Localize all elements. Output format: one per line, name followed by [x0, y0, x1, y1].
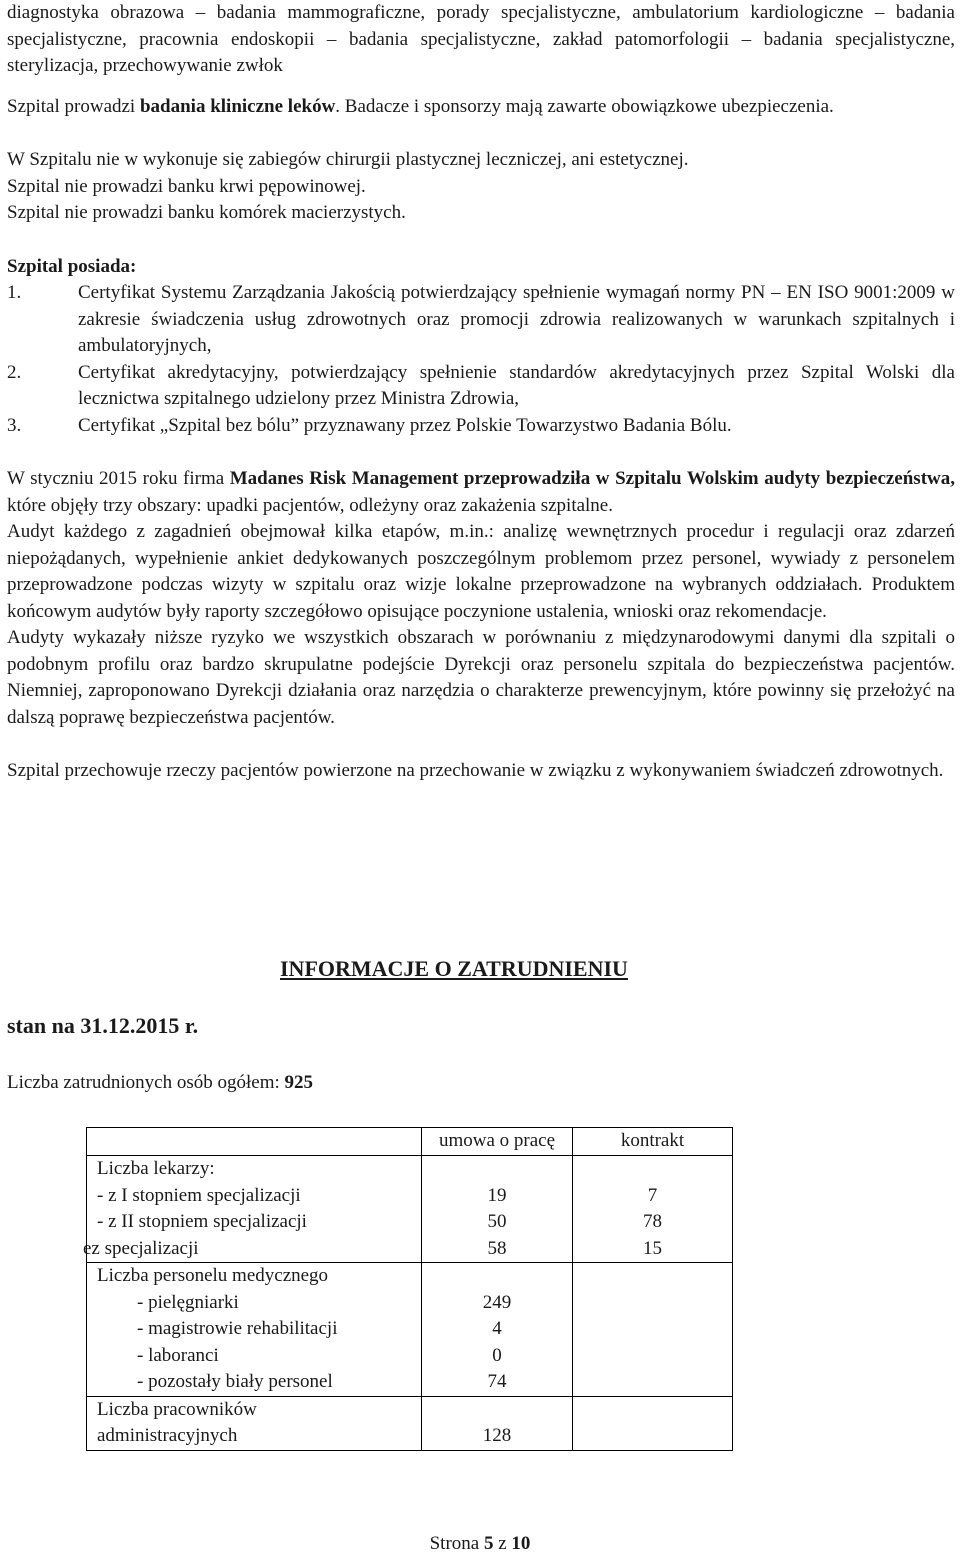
doctors-employment-values: 19 50 58: [422, 1156, 573, 1263]
belongings-paragraph: Szpital przechowuje rzeczy pacjentów powierzone na przechowanie w związku z wykonywaniem świadczeń zdrowotnych.: [7, 760, 944, 781]
medical-staff-employment-values: 249 4 0 74: [422, 1263, 573, 1397]
audit-stages-paragraph: Audyt każdego z zagadnień obejmował kilka etapów, m.in.: analizę wewnętrznych procedur i regulacji oraz zdarzeń niepożądanych, wypełnienie ankiet dedykowanych poszczególnym problemom przez personel, wywiady z personelem przeprowadzone podczas wizyty w szpitalu oraz wizje lokalne przeprowadzone na wybranych oddziałach. Produktem końcowym audytów były raporty szczegółowo opisujące poczynione ustalenia, wnioski oraz rekomendacje.: [7, 521, 955, 622]
admin-staff-employment-value: 128: [422, 1396, 573, 1450]
employment-heading: INFORMACJE O ZATRUDNIENIU: [280, 956, 628, 981]
header-contract: kontrakt: [573, 1128, 733, 1156]
doctors-labels: Liczba lekarzy: - z I stopniem specjalizacji - z II stopniem specjalizacji ez specjalizacji: [87, 1156, 422, 1263]
document-page: [7, 0, 955, 785]
certificates-list: [7, 280, 955, 439]
certificate-item: 3. Certyfikat „Szpital bez bólu” przyznawany przez Polskie Towarzystwo Badania Bólu.: [7, 414, 732, 436]
no-cord-blood-bank-text: Szpital nie prowadzi banku krwi pępowinowej.: [7, 175, 366, 197]
no-plastic-surgery-text: W Szpitalu nie w wykonuje się zabiegów chirurgii plastycznej leczniczej, ani estetycznej.: [7, 149, 689, 170]
as-of-date: stan na 31.12.2015 r.: [7, 1013, 199, 1038]
certificate-item: 1. Certyfikat Systemu Zarządzania Jakością potwierdzający spełnienie wymagań normy PN – EN ISO 9001:2009 w zakresie świadczenia usług zdrowotnych oraz promocji zdrowia realizowanych w warunkach szpitalnych i ambulatoryjnych,: [7, 282, 955, 356]
page-footer: Strona 5 z 10: [429, 1533, 531, 1554]
departments-paragraph: diagnostyka obrazowa – badania mammograficzne, porady specjalistyczne, ambulatorium kardiologiczne – badania specjalistyczne, pracownia endoskopii – badania specjalistyczne, zakład patomorfologii – badania specjalistyczne, sterylizacja, przechowywanie zwłok: [7, 2, 955, 76]
medical-staff-row: [87, 1263, 733, 1397]
total-employees: Liczba zatrudnionych osób ogółem: 925: [7, 1072, 314, 1093]
admin-staff-row: [87, 1396, 733, 1450]
header-empty-cell: [87, 1128, 422, 1156]
audit-intro-paragraph: W styczniu 2015 roku firma Madanes Risk Management przeprowadziła w Szpitalu Wolskim audyty bezpieczeństwa, które objęły trzy obszary: upadki pacjentów, odleżyny oraz zakażenia szpitalne.: [7, 468, 955, 516]
no-stem-cell-bank-text: Szpital nie prowadzi banku komórek macierzystych.: [7, 202, 406, 223]
header-contract-of-employment: umowa o pracę: [422, 1128, 573, 1156]
admin-staff-contract-value: [573, 1396, 733, 1450]
medical-staff-labels: Liczba personelu medycznego - pielęgniarki - magistrowie rehabilitacji - laboranci - pozostały biały personel: [87, 1263, 422, 1397]
certificates-title: Szpital posiada:: [7, 255, 137, 277]
table-header-row: [87, 1128, 733, 1156]
doctors-row: [87, 1156, 733, 1263]
clinical-trials-paragraph: Szpital prowadzi badania kliniczne leków. Badacze i sponsorzy mają zawarte obowiązkowe ubezpieczenia.: [7, 95, 834, 117]
employment-table: [83, 1127, 733, 1451]
admin-staff-labels: Liczba pracowników administracyjnych: [87, 1396, 422, 1450]
audit-results-paragraph: Audyty wykazały niższe ryzyko we wszystkich obszarach w porównaniu z międzynarodowymi danymi dla szpitali o podobnym profilu oraz bardzo skrupulatne podejście Dyrekcji oraz personelu szpitala do bezpieczeństwa pacjentów. Niemniej, zaproponowano Dyrekcji działania oraz narzędzia o charakterze prewencyjnym, które powinny się przełożyć na dalszą poprawę bezpieczeństwa pacjentów.: [7, 627, 955, 728]
doctors-contract-values: 7 78 15: [573, 1156, 733, 1263]
certificate-item: 2. Certyfikat akredytacyjny, potwierdzający spełnienie standardów akredytacyjnych przez Szpital Wolski dla lecznictwa szpitalnego udzielony przez Ministra Zdrowia,: [7, 361, 955, 409]
medical-staff-contract-values: [573, 1263, 733, 1397]
